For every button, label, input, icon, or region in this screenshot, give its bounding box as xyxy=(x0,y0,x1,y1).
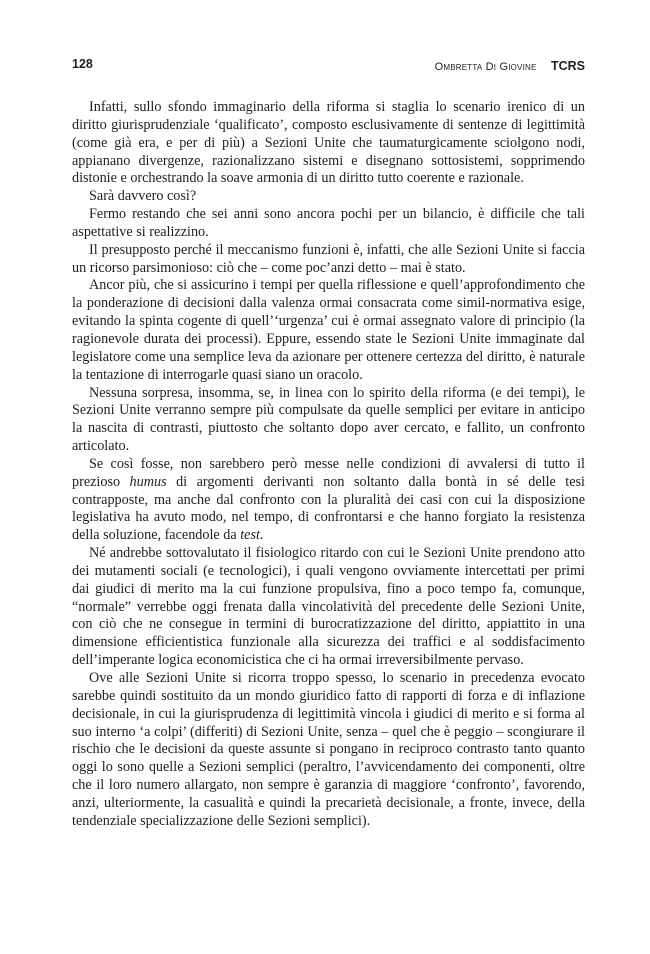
paragraph xyxy=(72,99,585,188)
body-text xyxy=(72,99,585,831)
running-head xyxy=(435,57,585,75)
paragraph-text: Se così fosse, non sarebbero però messe nelle condizioni di avvalersi di tutto il prezioso xyxy=(72,455,585,490)
paragraph-text: . xyxy=(259,527,264,544)
paragraph xyxy=(72,206,585,242)
page-number: 128 xyxy=(72,57,93,71)
paragraph-text: Né andrebbe sottovalutato il fisiologico ritardo con cui le Sezioni Unite prendono atto dei mutamenti sociali (e tecnologici), i quali vengono ovviamente intercettati per primi dai giudici di merito ma la cui funzione propulsiva, fino a poco tempo fa, comunque, “normale” verrebbe oggi frenata dalla vincolatività del precedente delle Sezioni Unite, con ciò che ne consegue in termini di burocratizzazione del diritto, appiattito in una dimensione efficientistica funzionale alla sicurezza dei traffici e al soddisfacimento dell’imperante logica economicistica che ci ha ormai irreversibilmente pervaso. xyxy=(72,545,585,669)
italic-text: humus xyxy=(129,473,167,490)
paragraph-text: Ove alle Sezioni Unite si ricorra troppo spesso, lo scenario in precedenza evocato sarebbe quindi sostituito da un mondo giuridico fatto di rapporti di forza e di inflazione decisionale, in cui la giurisprudenza di legittimità vincola i giudici di merito e si forma al suo interno ‘a colpi’ (differiti) di Sezioni Unite, senza – quel che è peggio – scongiurare il rischio che le decisioni da queste assunte si pongano in reciproco contrasto tanto quanto oggi lo sono quelle a Sezioni semplici (peraltro, l’avvicendamento dei componenti, oltre che il loro numero allargato, non sempre è garanzia di maggiore ‘confronto’, favorendo, anzi, ulteriormente, la casualità e quindi la precarietà decisionale, a fronte, invece, della tendenziale specializzazione delle Sezioni semplici). xyxy=(72,670,585,829)
paragraph-text: di argomenti derivanti non soltanto dalla bontà in sé delle tesi contrapposte, ma anche dal confronto con la pluralità dei casi con cui la disposizione legislativa ha avuto modo, nel tempo, di confrontarsi e che hanno forgiato la resistenza della soluzione, facendole da xyxy=(72,473,585,544)
page-header xyxy=(72,57,585,77)
paragraph-text: Il presupposto perché il meccanismo funzioni è, infatti, che alle Sezioni Unite si faccia un ricorso parsimonioso: ciò che – come poc’anzi detto – mai è stato. xyxy=(72,241,585,276)
paragraph-text: Fermo restando che sei anni sono ancora pochi per un bilancio, è difficile che tali aspettative si realizzino. xyxy=(72,206,585,240)
paragraph xyxy=(72,188,585,206)
paragraph xyxy=(72,242,585,278)
running-head-author: Ombretta Di Giovine xyxy=(434,61,537,73)
paragraph xyxy=(72,545,585,670)
paragraph-text: Ancor più, che si assicurino i tempi per quella riflessione e quell’approfondimento che la ponderazione di decisioni dalla valenza ormai consacrata come simil-normativa esige, evitando la spinta cogente di quell’‘urgenza’ cui è ormai assegnato valore di principio (la ragionevole durata dei processi). Eppure, essendo state le Sezioni Unite immaginate dal legislatore come una semplice leva da azionare per ottenere certezza del diritto, è naturale la tentazione di interrogarle quasi siano un oracolo. xyxy=(72,277,585,383)
paragraph xyxy=(72,277,585,384)
paragraph-text: Sarà davvero così? xyxy=(89,188,197,205)
paragraph-text: Infatti, sullo sfondo immaginario della riforma si staglia lo scenario irenico di un diritto giurisprudenziale ‘qualificato’, composto esclusivamente di sentenze di legittimità (come già era, e per di più) a Sezioni Unite che taumaturgicamente sciolgono nodi, appianano divergenze, razionalizzano sistemi e disegnano sottosistemi, sopprimendo distonie e orchestrando la soave armonia di un diritto tutto coerente e razionale. xyxy=(72,99,585,187)
paragraph xyxy=(72,385,585,456)
paragraph xyxy=(72,456,585,545)
italic-text: test xyxy=(240,527,260,544)
paragraph xyxy=(72,670,585,831)
paragraph-text: Nessuna sorpresa, insomma, se, in linea con lo spirito della riforma (e dei tempi), le Sezioni Unite verranno sempre più compulsate da quelle semplici per evitare in anticipo la nascita di contrasti, piuttosto che soltanto dopo aver cercato, e fallito, un confronto articolato. xyxy=(72,384,585,455)
running-head-series: TCRS xyxy=(550,59,585,73)
